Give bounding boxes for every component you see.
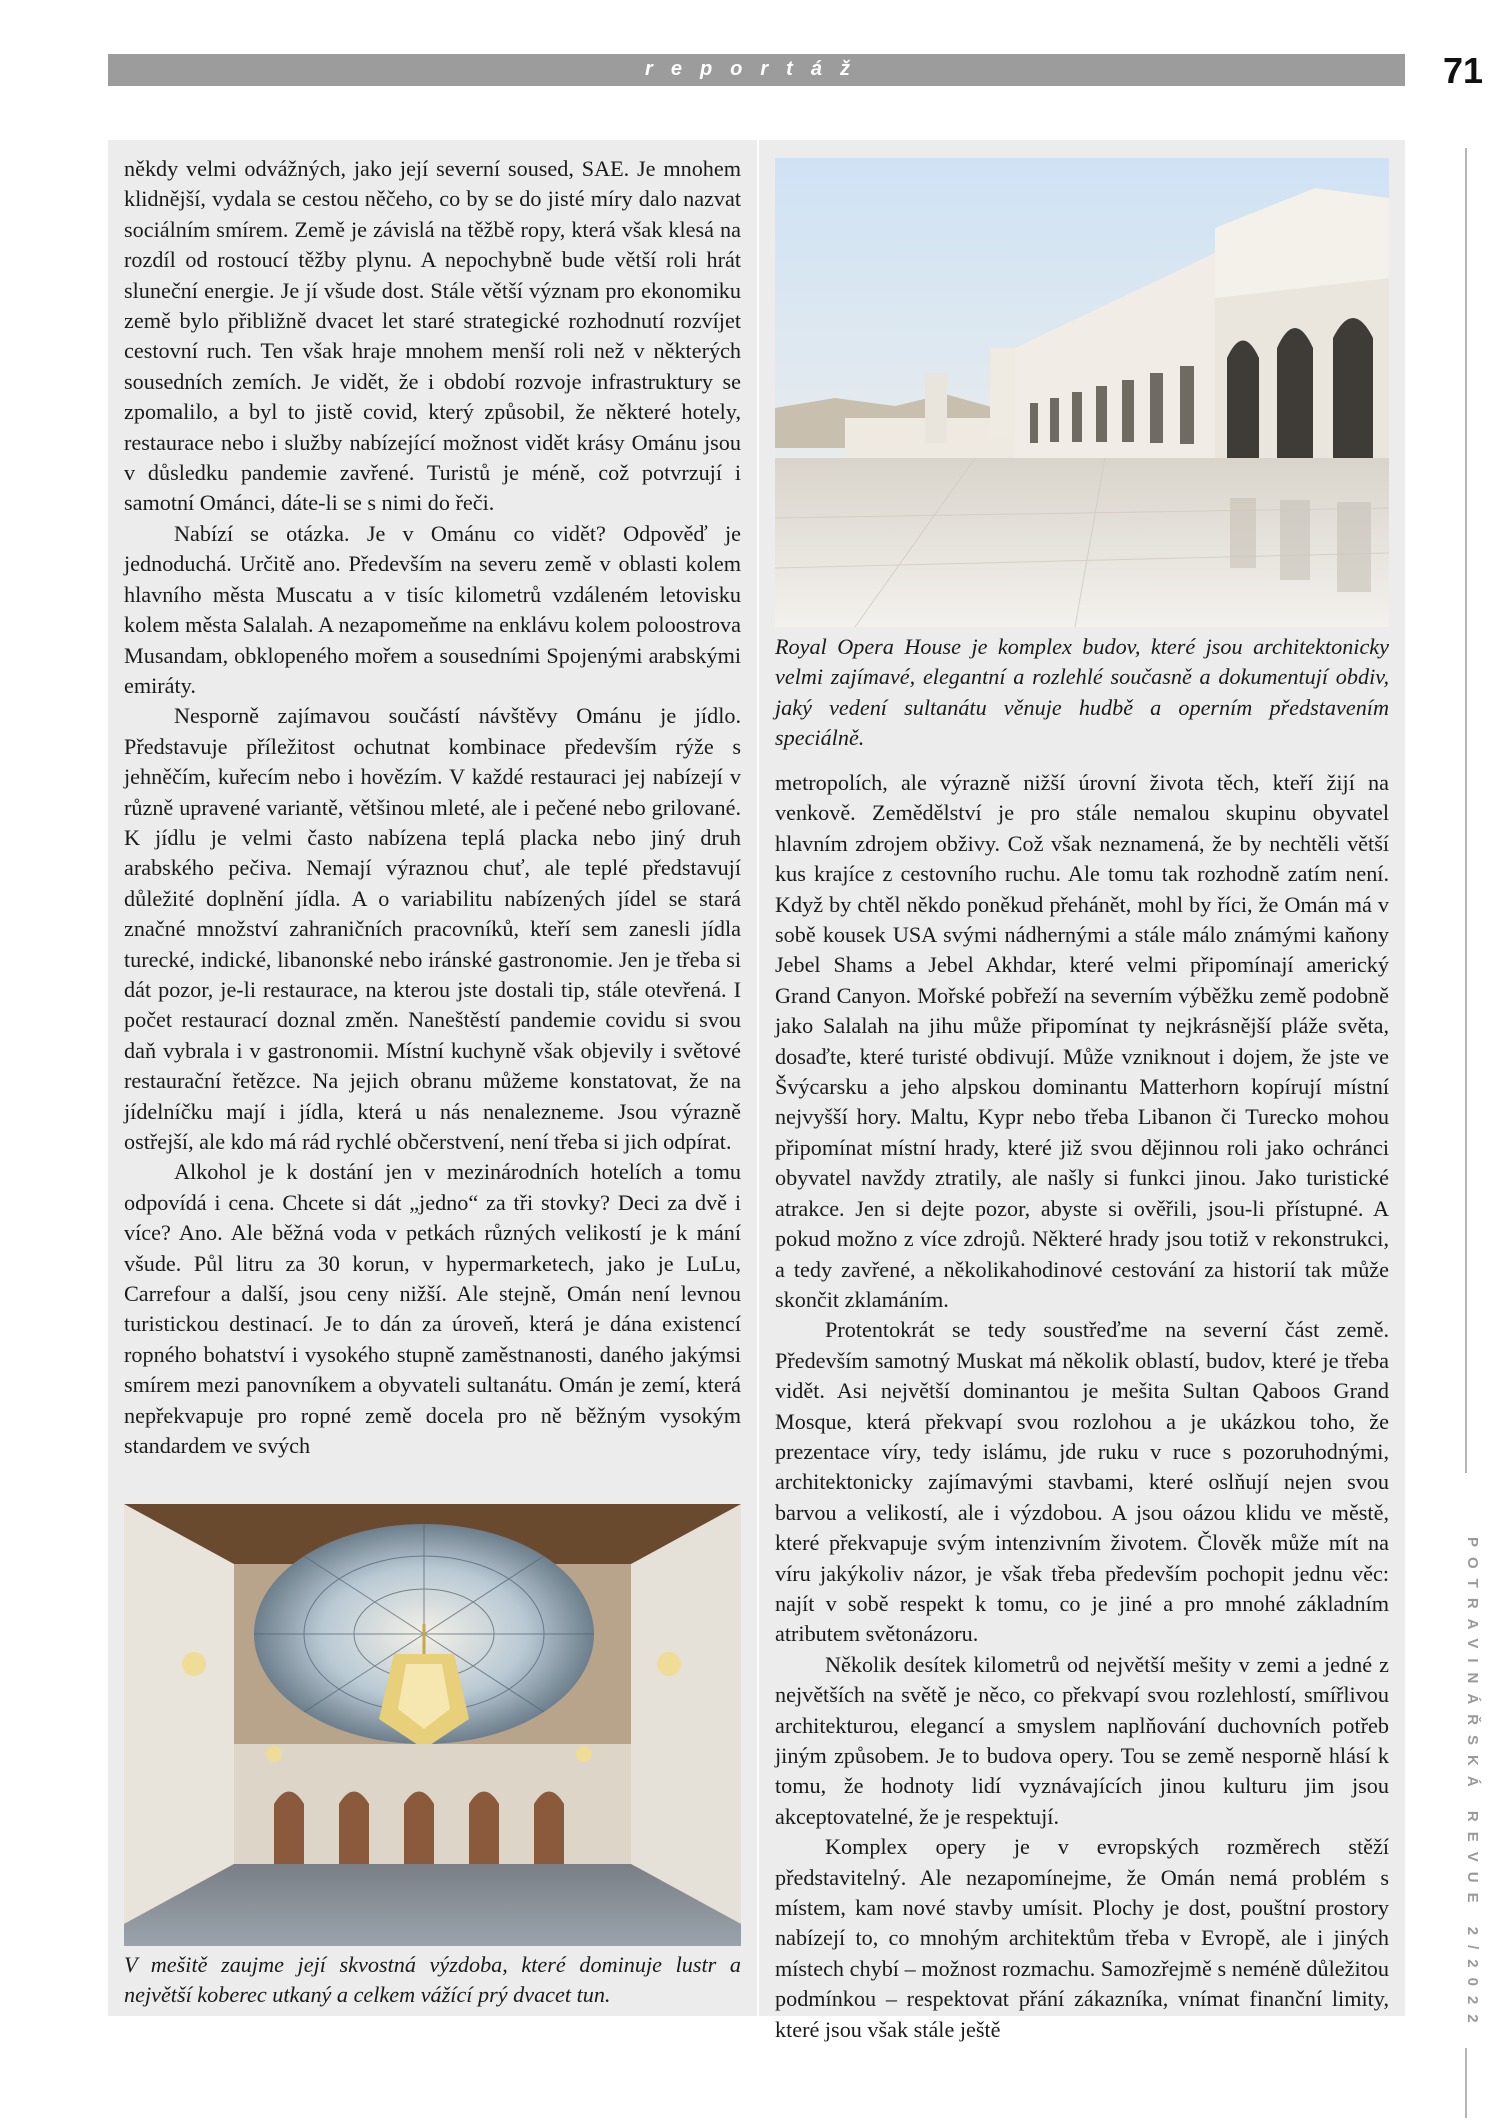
margin-rule [1465,148,1467,1473]
paragraph: Několik desítek kilometrů od největší mešity v zemi a jedné z největších na světě je něco, co překvapí svou rozlehlostí, smířlivou architekturou, elegancí a smyslem naplňování duchovních potřeb jiným způsobem. Je to budova opery. Tou se země nesporně hlásí k tomu, že hodnoty lidí vyznávajících jinou kulturu jim jsou akceptovatelné, že je respektují. [775,1651,1389,1829]
mosque-interior-photo [124,1504,741,1946]
section-header-bar [108,54,1405,86]
magazine-issue-label: POTRAVINÁŘSKÁ REVUE 2/2022 [1464,1537,1481,2033]
mosque-photo-caption: V mešitě zaujme její skvostná výzdoba, které dominuje lustr a největší koberec utkaný a celkem vážící prý dvacet tun. [124,1952,741,2008]
paragraph: někdy velmi odvážných, jako její severní soused, SAE. Je mnohem klidnější, vydala se cestou něčeho, co by se do jisté míry dalo nazvat sociálním smírem. Země je závislá na těžbě ropy, která však klesá na rozdíl od rostoucí těžby plynu. A nepochybně bude větší roli hrát sluneční energie. Je jí všude dost. Stále větší význam pro ekonomiku země bylo přibližně dvacet let staré strategické rozhodnutí rozvíjet cestovní ruch. Ten však hraje mnohem menší roli než v některých sousedních zemích. Je vidět, že i období rozvoje infrastruktury se zpomalilo, a byl to jistě covid, který způsobil, že některé hotely, restaurace nebo i služby nabízející možnost vidět krásy Ománu jsou v důsledku pandemie zavřené. Turistů je méně, což potvrzují i samotní Ománci, dáte-li se s nimi do řeči. [124,156,741,516]
paragraph: Alkohol je k dostání jen v mezinárodních hotelích a tomu odpovídá i cena. Chcete si dát „jedno“ za tři stovky? Deci za dvě i více? Ano. Ale běžná voda v petkách různých velikostí je k mání všude. Půl litru za 30 korun, v hypermarketech, jako je LuLu, Carrefour a další, jsou ceny nižší. Ale stejně, Omán není levnou turistickou destinací. Je to dán za úroveň, která je dána existencí ropného bohatství i vysokého stupně zaměstnanosti, daného jakýmsi smírem mezi panovníkem a obyvateli sultanátu. Omán je zemí, která nepřekvapuje pro ropné země docela pro ně běžným vysokým standardem ve svých [124,1159,741,1459]
column-divider [757,140,759,2016]
paragraph: Nabízí se otázka. Je v Ománu co vidět? Odpověď je jednoduchá. Určitě ano. Především na severu země v oblasti kolem hlavního města Muscatu a v tisíc kilometrů vzdáleném letovisku kolem města Salalah. A nezapomeňme na enklávu kolem poloostrova Musandam, obklopeného mořem a sousedními Spojenými arabskými emiráty. [124,520,741,698]
section-label: reportáž [645,58,868,80]
opera-house-photo [775,158,1389,627]
margin-rule [1465,2048,1467,2118]
paragraph: metropolích, ale výrazně nižší úrovní života těch, kteří žijí na venkově. Zemědělství je pro stále nemalou skupinu obyvatel hlavním zdrojem obživy. Což však neznamená, že by nechtěli větší kus krajíce z cestovního ruchu. Ale tomu tak rozhodně zatím není. Když by chtěl někdo poněkud přehánět, mohl by říci, že Omán má v sobě kousek USA svými nádhernými a stále málo známými kaňony Jebel Shams a Jebel Akhdar, které velmi připomínají americký Grand Canyon. Mořské pobřeží na severním výběžku země podobně jako Salalah na jihu může připomínat ty nejkrásnější pláže světa, dosaďte, které turisté obdivují. Může vzniknout i dojem, že jste ve Švýcarsku a jeho alpskou dominantu Matterhorn kopírují místní nejvyšší hory. Maltu, Kypr nebo třeba Libanon či Turecko mohou připomínat místní hrady, které již svou dějinnou roli jako ochránci obyvatel navždy ztratily, ale našly si funkci jinou. Jako turistické atrakce. Jen si dejte pozor, abyste si ověřili, jsou-li přístupné. A pokud možno z více zdrojů. Některé hrady jsou totiž v rekonstrukci, a tedy zavřené, a několikahodinové cestování za historií tak může skončit zklamáním. [775,770,1389,1312]
article-left-column [124,154,741,1461]
paragraph: Nesporně zajímavou součástí návštěvy Ománu je jídlo. Představuje příležitost ochutnat kombinace především rýže s jehněčím, kuřecím nebo i hovězím. V každé restauraci jej nabízejí v různě upravené variantě, většinou mleté, ale i pečené nebo grilované. K jídlu je velmi často nabízena teplá placka nebo jiný druh arabského pečiva. Nemají výraznou chuť, ale teplé představují důležité doplnění jídla. A o variabilitu nabízených jídel se stará značné množství zahraničních pracovníků, kteří sem zanesli jídla turecké, indické, libanonské nebo iránské gastronomie. Jen je třeba si dát pozor, je-li restaurace, na kterou jste dostali tip, stále otevřená. I počet restaurací doznal změn. Naneštěstí pandemie covidu si svou daň vybrala i v gastronomii. Místní kuchyně však objevily i světové restaurační řetězce. Na jejich obranu můžeme konstatovat, že na jídelníčku mají i jídla, která u nás nenalezneme. Jsou výrazně ostřejší, ale kdo má rád rychlé občerstvení, není třeba si jich odpírat. [124,703,741,1154]
opera-photo-caption: Royal Opera House je komplex budov, které jsou architektonicky velmi zajímavé, elegantní a rozlehlé současně a dokumentují obdiv, jaký vedení sultanátu věnuje hudbě a operním představením speciálně. [775,634,1389,751]
paragraph: Komplex opery je v evropských rozměrech stěží představitelný. Ale nezapomínejme, že Omán nemá problém s místem, kam nové stavby umísit. Plochy je dost, pouštní prostory nabízejí to, co mnohým architektům třeba v Evropě, ale i jiných místech chybí – možnost rozmachu. Samozřejmě s neméně důležitou podmínkou – respektovat přání zákazníka, vnímat finanční limity, které jsou však stále ještě [775,1834,1389,2042]
page-number: 71 [1442,50,1484,91]
article-right-column [775,768,1389,2045]
paragraph: Protentokrát se tedy soustřeďme na severní část země. Především samotný Muskat má několik oblastí, budov, které je třeba vidět. Asi největší dominantou je mešita Sultan Qaboos Grand Mosque, která překvapí svou rozlohou a je ukázkou toho, že prezentace víry, tedy islámu, jde ruku v ruce s pozoruhodnými, architektonicky zajímavými stavbami, které oslňují nejen svou barvou a velikostí, ale i výzdobou. A jsou oázou klidu ve městě, které překvapuje svým intenzivním životem. Člověk může mít na víru jakýkoliv názor, je však třeba především pochopit jednu věc: najít v sobě respekt k tomu, co je jiné a pro mnohé základním atributem světonázoru. [775,1317,1389,1647]
